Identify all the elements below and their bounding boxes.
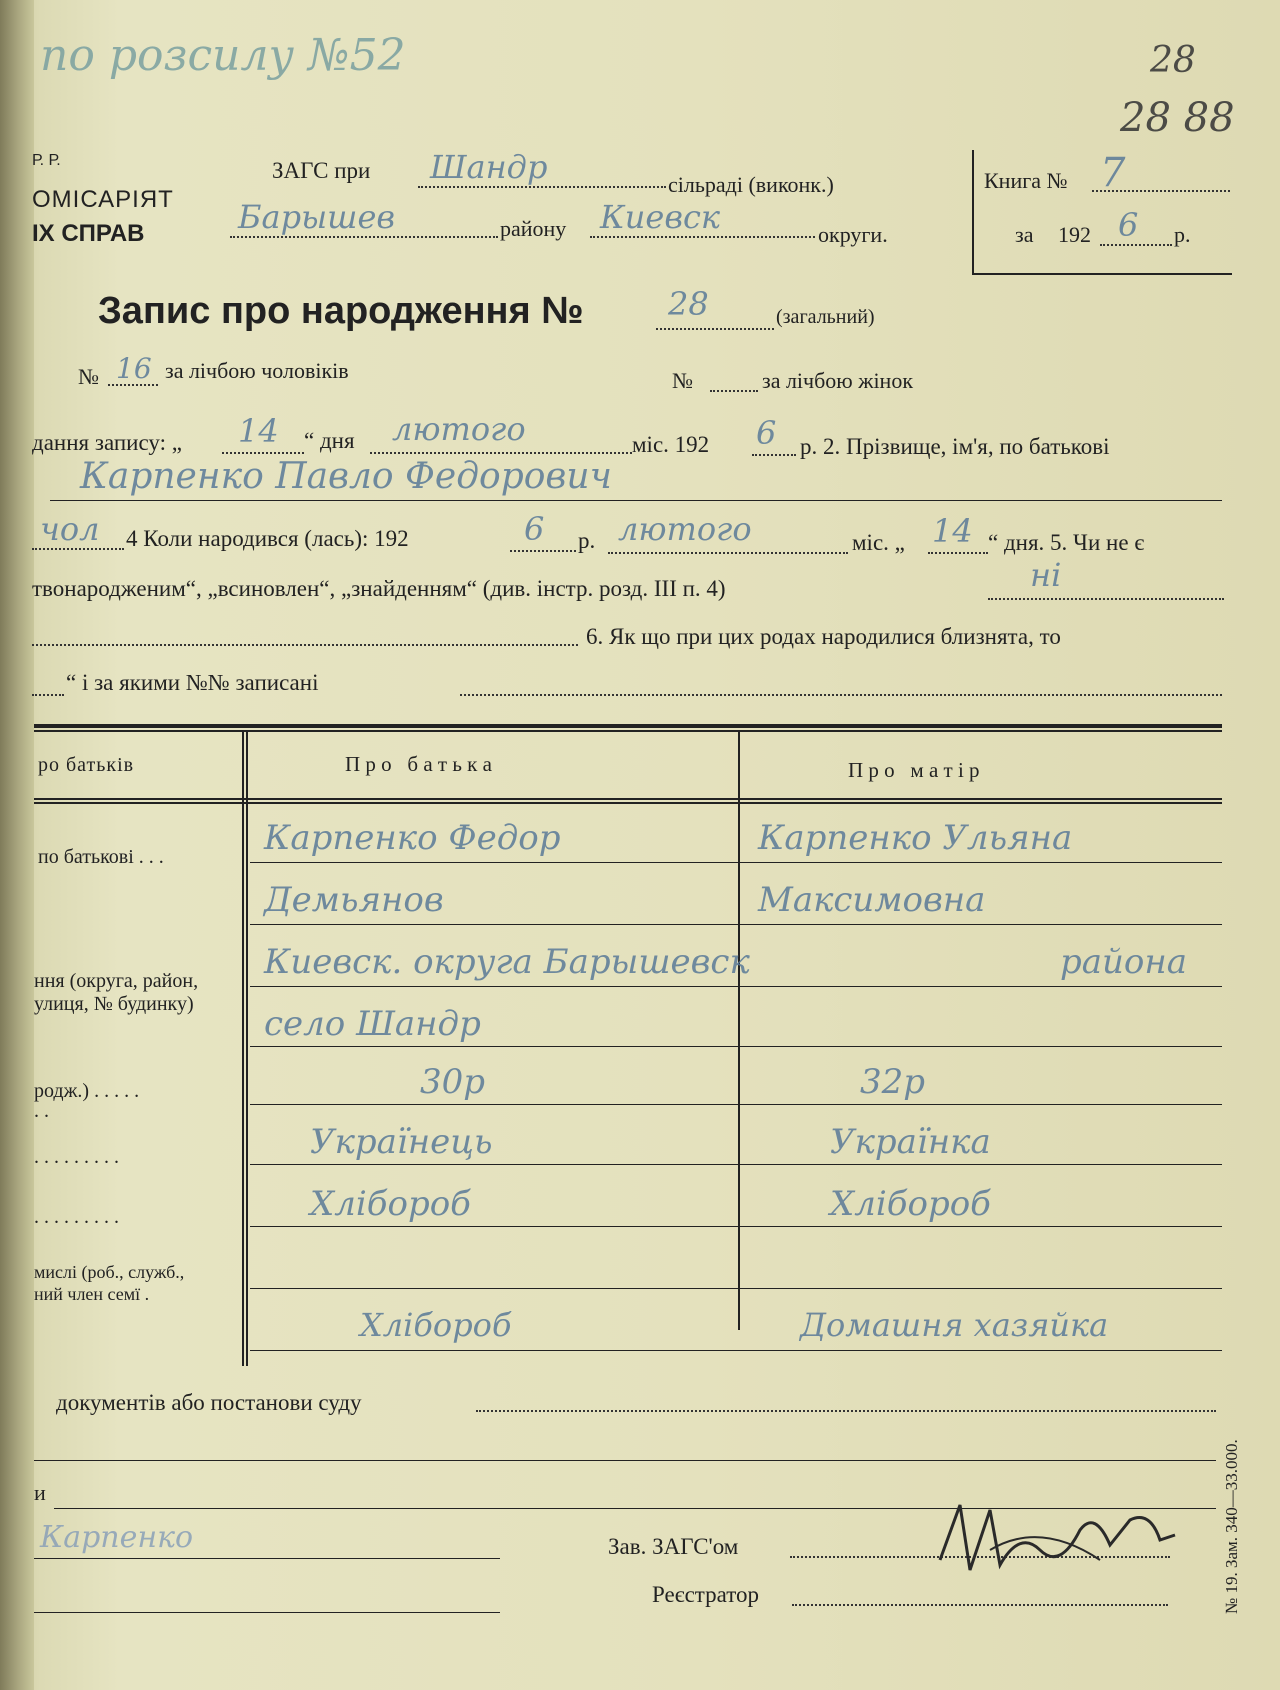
book-za-label: за <box>1015 222 1034 247</box>
child-name-rule <box>50 500 1222 501</box>
row-label-patronymic: по батькові . . . <box>38 846 164 868</box>
top-right-number-2: 28 88 <box>1120 95 1235 141</box>
mother-age: 32р <box>860 1062 926 1102</box>
row-label-occupation-2: ний член семї . <box>34 1284 150 1304</box>
okrugy-label: округи. <box>818 222 888 247</box>
record-month-handwritten: лютого <box>392 410 526 448</box>
table-col-divider-1 <box>242 730 244 1366</box>
father-row-8: Хлібороб <box>310 1184 471 1224</box>
record-year-handwritten: 6 <box>756 414 777 452</box>
record-number-handwritten: 28 <box>668 285 709 323</box>
item6-continuation: “ і за якими №№ записані <box>66 670 319 695</box>
village-handwritten: Шандр <box>430 148 548 186</box>
book-box-left-border <box>972 150 974 275</box>
registrator-signature-line <box>792 1604 1168 1606</box>
female-number-label: № <box>672 368 693 393</box>
record-day-suffix: “ дня <box>304 428 355 453</box>
table-col-divider-1b <box>246 730 248 1366</box>
item6-label: 6. Як що при цих родах народилися близнята, то <box>586 624 1061 649</box>
zags-pry-label: ЗАГС при <box>272 158 371 183</box>
record-number-line <box>656 328 774 330</box>
signature-scribble <box>930 1490 1190 1590</box>
birth-year-suffix: р. <box>578 528 596 553</box>
table-row-rule-7 <box>250 1226 1222 1227</box>
birth-month-handwritten: лютого <box>618 510 752 548</box>
side-print-number: № 19. Зам. 340—33.000. <box>1222 1439 1241 1614</box>
birth-day-line <box>928 552 988 554</box>
mother-occupation: Домашня хазяйка <box>800 1306 1109 1344</box>
village-field-line <box>418 186 666 188</box>
record-date-label: дання запису: „ <box>32 430 182 455</box>
sex-line <box>32 548 124 550</box>
father-nationality: Українець <box>310 1122 493 1162</box>
table-row-rule-2 <box>250 924 1222 925</box>
child-name-handwritten: Карпенко Павло Федорович <box>80 456 612 497</box>
male-count-label: за лічбою чоловіків <box>165 358 349 383</box>
item5-continuation-line <box>32 644 578 646</box>
table-col1-header: ро батьків <box>38 754 135 776</box>
record-general-label: (загальний) <box>776 306 875 328</box>
table-row-rule-5 <box>250 1104 1222 1105</box>
okrug-handwritten: Киевск <box>600 198 720 236</box>
table-row-rule-3 <box>250 986 1222 987</box>
book-r-label: р. <box>1174 222 1191 247</box>
binding-edge <box>0 0 34 1690</box>
sex-handwritten: чол <box>40 510 100 548</box>
table-col3-header: П р о м а т і р <box>848 758 980 782</box>
father-age: 30р <box>420 1062 486 1102</box>
registrator-label: Реєстратор <box>652 1582 759 1607</box>
book-box-bottom-border <box>972 273 1232 275</box>
header-left-line-1: Р. Р. <box>32 152 61 169</box>
zav-zags-label: Зав. ЗАГС'ом <box>608 1534 739 1559</box>
item5-text: твонародженим“, „всиновлен“, „знайденням“ (див. інстр. розд. III п. 4) <box>32 576 726 601</box>
documents-line-1 <box>476 1410 1216 1412</box>
table-header-rule-inner <box>34 802 1222 804</box>
book-year-handwritten: 6 <box>1118 206 1139 244</box>
row-marker-dots: . . <box>34 1100 49 1122</box>
record-title: Запис про народження № <box>98 290 584 332</box>
silradi-label: сільраді (виконк.) <box>668 172 834 197</box>
documents-label: документів або постанови суду <box>56 1390 362 1415</box>
twins-records-line <box>460 694 1222 696</box>
female-count-label: за лічбою жінок <box>762 368 914 393</box>
top-right-number-1: 28 <box>1150 40 1196 81</box>
okrug-field-line <box>590 236 815 238</box>
record-day-line <box>222 452 304 454</box>
district-handwritten: Барышев <box>238 198 396 236</box>
mother-nationality: Українка <box>830 1122 991 1162</box>
female-number-line <box>710 390 758 392</box>
item5-answer-handwritten: ні <box>1030 556 1062 594</box>
father-line-4: село Шандр <box>264 1004 481 1044</box>
row-label-birth: родж.) . . . . . <box>34 1080 140 1102</box>
book-number-handwritten: 7 <box>1100 150 1126 196</box>
table-top-border <box>34 724 1222 728</box>
table-row-rule-4 <box>250 1046 1222 1047</box>
record-year-line <box>752 454 796 456</box>
twins-count-line <box>32 694 64 696</box>
bottom-left-line <box>34 1558 500 1559</box>
row-label-nationality: . . . . . . . . . <box>34 1146 119 1168</box>
male-number-handwritten: 16 <box>116 352 152 385</box>
table-row-rule-6 <box>250 1164 1222 1165</box>
item5-answer-line <box>988 598 1224 600</box>
district-field-line <box>230 236 498 238</box>
father-line-2: Демьянов <box>264 880 444 920</box>
mother-line-2: Максимовна <box>758 880 986 920</box>
top-left-handwritten-note: по розсилу №52 <box>40 30 406 81</box>
father-line-1: Карпенко Федор <box>264 818 561 858</box>
table-top-border-inner <box>34 730 1222 732</box>
book-year-line <box>1100 244 1172 246</box>
row-label-address-1: ння (округа, район, <box>34 970 199 992</box>
raionu-label: району <box>500 216 567 241</box>
record-day-handwritten: 14 <box>238 412 279 450</box>
mother-line-1: Карпенко Ульяна <box>758 818 1073 858</box>
table-col-divider-2 <box>738 730 740 1330</box>
birth-month-line <box>608 552 848 554</box>
documents-line-2 <box>34 1460 1216 1461</box>
mother-line-3: района <box>1060 942 1188 982</box>
table-header-rule <box>34 798 1222 800</box>
father-line-3: Киевск. округа Барышевск <box>264 942 750 982</box>
table-row-rule-8 <box>250 1288 1222 1289</box>
row-label-address-2: улиця, № будинку) <box>34 993 194 1015</box>
table-row-rule-1 <box>250 862 1222 863</box>
row-label-occupation-1: мислі (роб., служб., <box>34 1262 185 1282</box>
father-occupation: Хлібороб <box>360 1306 512 1344</box>
birth-year-handwritten: 6 <box>524 510 545 548</box>
bottom-left-handwritten: Карпенко <box>40 1520 194 1555</box>
birth-year-line <box>510 550 576 552</box>
record-month-line <box>370 452 632 454</box>
footer-li-label: и <box>34 1480 46 1505</box>
book-year-prefix: 192 <box>1058 222 1091 247</box>
book-number-label: Книга № <box>984 168 1068 193</box>
birth-day-prefix: міс. „ <box>852 530 905 555</box>
record-year-prefix: міс. 192 <box>632 432 710 457</box>
table-row-rule-9 <box>250 1350 1222 1351</box>
birth-day-handwritten: 14 <box>932 512 973 550</box>
item2-name-label: р. 2. Прізвище, ім'я, по батькові <box>800 434 1110 459</box>
item5-label: “ дня. 5. Чи не є <box>988 530 1145 555</box>
male-number-label: № <box>78 364 99 389</box>
row-label-8: . . . . . . . . . <box>34 1206 119 1228</box>
table-col2-header: П р о б а т ь к а <box>345 752 492 776</box>
header-left-line-3: ІХ СПРАВ <box>32 220 145 247</box>
header-left-line-2: ОМІСАРІЯТ <box>32 186 174 213</box>
bottom-left-line-2 <box>34 1612 500 1613</box>
item4-birth-label: 4 Коли народився (лась): 192 <box>126 526 409 551</box>
mother-row-8: Хлібороб <box>830 1184 991 1224</box>
